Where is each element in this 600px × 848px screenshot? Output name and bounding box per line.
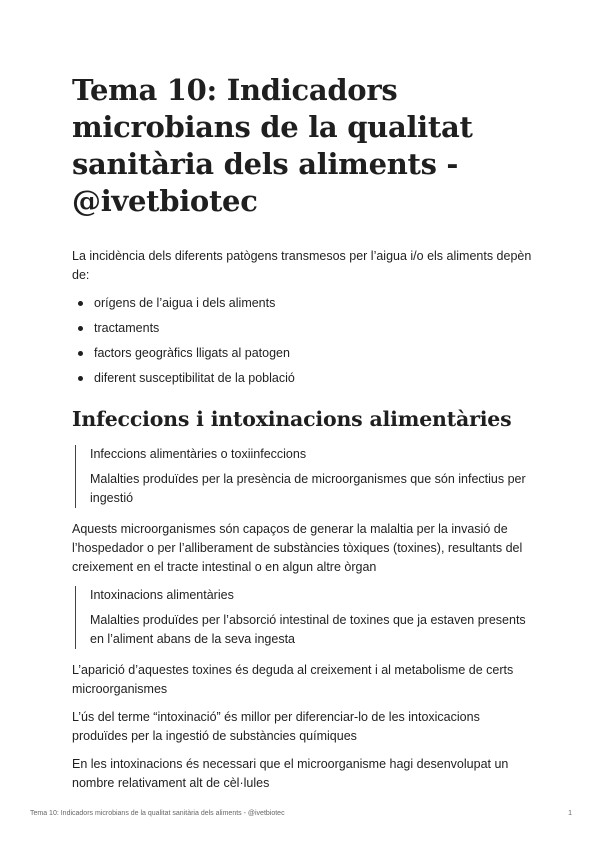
quote-definition: Malalties produïdes per l’absorció intestinal de toxines que ja estaven presents en l’aliment abans de la seva ingesta xyxy=(90,613,526,646)
blockquote-infeccions xyxy=(75,445,532,508)
factors-list xyxy=(72,294,532,388)
list-item-text: factors geogràfics lligats al patogen xyxy=(94,346,290,360)
intro-paragraph: La incidència dels diferents patògens transmesos per l’aigua i/o els aliments depèn de: xyxy=(72,249,532,282)
quote-definition: Malalties produïdes per la presència de microorganismes que són infectius per ingestió xyxy=(90,472,526,505)
list-item-text: tractaments xyxy=(94,321,160,335)
list-item-text: diferent susceptibilitat de la població xyxy=(94,371,295,385)
footer-title: Tema 10: Indicadors microbians de la qualitat sanitària dels aliments - @ivetbiotec xyxy=(30,810,285,817)
quote-term: Intoxinacions alimentàries xyxy=(90,588,234,602)
document-page xyxy=(72,72,532,802)
body-paragraph: L’aparició d’aquestes toxines és deguda al creixement i al metabolisme de certs microorganismes xyxy=(72,663,514,696)
body-paragraph: L’ús del terme “intoxinació” és millor per diferenciar-lo de les intoxicacions produïdes per la ingestió de substàncies químiques xyxy=(72,710,480,743)
list-item xyxy=(72,369,532,388)
list-item xyxy=(72,319,532,338)
page-footer xyxy=(30,810,572,817)
bullet-icon xyxy=(78,351,83,356)
bullet-icon xyxy=(78,301,83,306)
blockquote-intoxinacions xyxy=(75,586,532,649)
section-heading: Infeccions i intoxinacions alimentàries xyxy=(72,407,512,431)
body-paragraph: Aquests microorganismes són capaços de generar la malaltia per la invasió de l’hospedador o per l’alliberament de substàncies tòxiques (toxines), resultants del creixement en el tracte intestinal o en algun altre òrgan xyxy=(72,522,523,574)
list-item xyxy=(72,294,532,313)
page-number: 1 xyxy=(568,810,572,817)
quote-term: Infeccions alimentàries o toxiinfeccions xyxy=(90,447,307,461)
document-title: Tema 10: Indicadors microbians de la qualitat sanitària dels aliments - @ivetbiotec xyxy=(72,73,473,218)
body-paragraph: En les intoxinacions és necessari que el microorganisme hagi desenvolupat un nombre relativament alt de cèl·lules xyxy=(72,757,509,790)
list-item xyxy=(72,344,532,363)
bullet-icon xyxy=(78,376,83,381)
bullet-icon xyxy=(78,326,83,331)
list-item-text: orígens de l’aigua i dels aliments xyxy=(94,296,276,310)
